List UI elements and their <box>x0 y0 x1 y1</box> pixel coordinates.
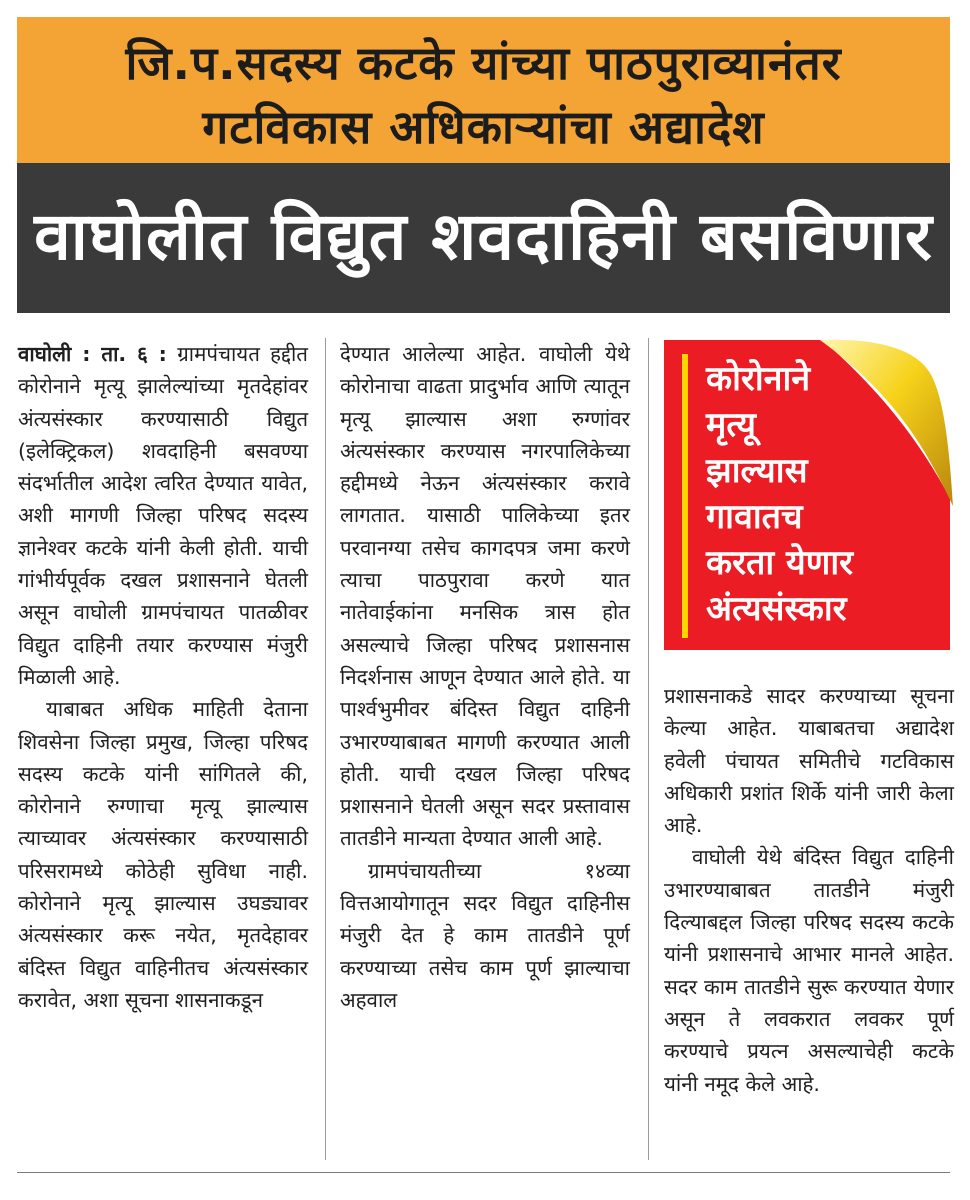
article-paragraph: देण्यात आलेल्या आहेत. वाघोली येथे कोरोनाचा वाढता प्रादुर्भाव आणि त्यातून मृत्यू झाल्यास अशा रुग्णांवर अंत्यसंस्कार करण्यास नगरपालिकेच्या हद्दीमध्ये नेऊन अंत्यसंस्कार करावे लागतात. यासाठी पालिकेच्या इतर परवानग्या तसेच कागदपत्र जमा करणे त्याचा पाठपुरावा करणे यात नातेवाईकांना मनसिक त्रास होत असल्याचे जिल्हा परिषद प्रशासनास निदर्शनास आणून देण्यात आले होते. या पार्श्वभुमीवर बंदिस्त विद्युत दाहिनी उभारण्याबाबत मागणी करण्यात आली होती. याची दखल जिल्हा परिषद प्रशासनाने घेतली असून सदर प्रस्तावास तातडीने मान्यता देण्यात आली आहे. <box>340 342 630 851</box>
sidebox-line: कोरोनाने <box>706 359 811 399</box>
article-paragraph: ग्रामपंचायतीच्या १४व्या वित्तआयोगातून सदर विद्युत दाहिनीस मंजुरी देत हे काम तातडीने पूर्ण करण्याच्या तसेच काम पूर्ण झाल्याचा अहवाल <box>340 858 630 1012</box>
sidebox-line: मृत्यू <box>706 405 756 445</box>
sidebox-line: अंत्यसंस्कार <box>706 589 847 629</box>
article-paragraph: वाघोली येथे बंदिस्त विद्युत दाहिनी उभारण्याबाबत तातडीने मंजुरी दिल्याबद्दल जिल्हा परिषद सदस्य कटके यांनी प्रशासनाचे आभार मानले आहेत. सदर काम तातडीने सुरू करण्यात येणार असून ते लवकरात लवकर पूर्ण करण्याचे प्रयत्न असल्याचेही कटके यांनी नमूद केले आहे. <box>664 845 954 1096</box>
column-divider <box>325 338 326 1160</box>
article-paragraph <box>18 338 308 693</box>
article-column-2 <box>340 338 630 1016</box>
sidebox-line: करता येणार <box>706 543 854 583</box>
dateline: वाघोली : ता. ६ : <box>18 342 167 366</box>
accent-bar <box>682 354 688 638</box>
article-text: ग्रामपंचायत हद्दीत कोरोनाने मृत्यू झालेल्यांच्या मृतदेहांवर अंत्यसंस्कार करण्यासाठी विद्युत (इलेक्ट्रिकल) शवदाहिनी बसवण्या संदर्भातील आदेश त्वरित देण्यात यावेत, अशी मागणी जिल्हा परिषद सदस्य ज्ञानेश्वर कटके यांनी केली होती. याची गांभीर्यपूर्वक दखल प्रशासनाने घेतली असून वाघोली ग्रामपंचायत पातळीवर विद्युत दाहिनी तयार करण्यास मंजुरी मिळाली आहे. <box>18 342 308 689</box>
headline-text: वाघोलीत विद्युत शवदाहिनी बसविणार <box>34 198 933 275</box>
article-paragraph: याबाबत अधिक माहिती देताना शिवसेना जिल्हा प्रमुख, जिल्हा परिषद सदस्य कटके यांनी सांगितले की, कोरोनाने रुग्णाचा मृत्यू झाल्यास त्याच्यावर अंत्यसंस्कार करण्यासाठी परिसरामध्ये कोठेही सुविधा नाही. कोरोनाने मृत्यू झाल्यास उघड्यावर अंत्यसंस्कार करू नयेत, मृतदेहावर बंदिस्त विद्युत वाहिनीतच अंत्यसंस्कार करावेत, अशा सूचना शासनाकडून <box>18 697 308 1012</box>
column-divider <box>648 338 649 1160</box>
article-column-3 <box>664 680 954 1100</box>
article-paragraph: प्रशासनाकडे सादर करण्याच्या सूचना केल्या आहेत. याबाबतचा अद्यादेश हवेली पंचायत समितीचे गटविकास अधिकारी प्रशांत शिर्के यांनी जारी केला आहे. <box>664 684 954 838</box>
sidebox-line: झाल्यास <box>706 451 808 491</box>
bottom-divider <box>17 1172 950 1173</box>
kicker-line-1: जि.प.सदस्य कटके यांच्या पाठपुराव्यानंतर <box>125 36 842 90</box>
page-curl-graphic <box>820 338 955 513</box>
headline-banner <box>17 163 950 313</box>
article-column-1 <box>18 338 308 1016</box>
kicker-line-2: गटविकास अधिकाऱ्यांचा अद्यादेश <box>202 100 765 154</box>
kicker-banner <box>17 17 950 163</box>
sidebox-line: गावातच <box>706 497 803 537</box>
